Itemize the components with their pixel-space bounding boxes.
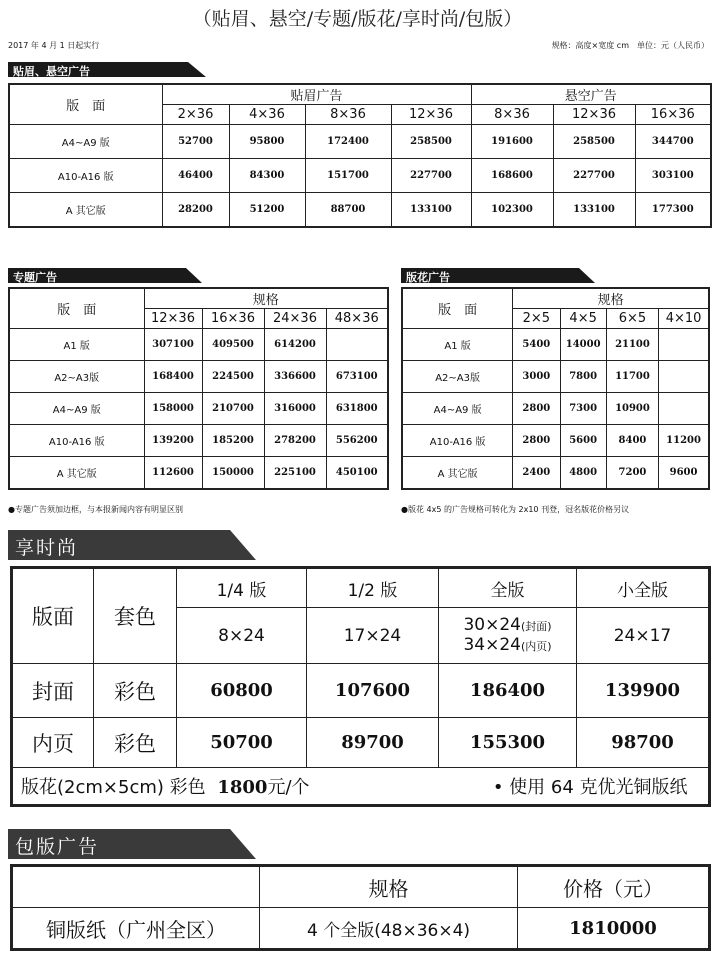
row-label: A2~A3版 [402, 361, 513, 393]
price-cell: 51200 [229, 193, 305, 227]
size-cell: 6×5 [606, 309, 658, 329]
price-cell: 112600 [144, 457, 202, 489]
price-cell: 168400 [144, 361, 202, 393]
row-spec: 4 个全版(48×36×4) [260, 908, 518, 950]
size-cell: 4×36 [229, 105, 305, 125]
col-price: 价格（元） [518, 866, 710, 908]
banner-label: 享时尚 [15, 537, 79, 559]
price-cell: 336600 [264, 361, 326, 393]
price-cell: 150000 [202, 457, 264, 489]
group-xuankong: 悬空广告 [471, 84, 711, 105]
price-cell: 191600 [471, 125, 553, 159]
price-cell: 185200 [202, 425, 264, 457]
banner-zhuanti [8, 268, 203, 283]
price-cell: 50700 [177, 718, 307, 768]
price-cell: 21100 [606, 329, 658, 361]
table-row [9, 425, 388, 457]
price-cell: 5600 [560, 425, 606, 457]
size-cell: 2×5 [513, 309, 560, 329]
baoban-table [10, 864, 711, 951]
price-cell: 186400 [439, 664, 577, 718]
price-cell: 98700 [577, 718, 710, 768]
price-cell: 409500 [202, 329, 264, 361]
format-cell: 1/2 版 [307, 568, 439, 608]
price-cell: 344700 [635, 125, 711, 159]
format-cell: 1/4 版 [177, 568, 307, 608]
table-row [12, 908, 710, 950]
price-cell: 631800 [326, 393, 388, 425]
size-cell: 4×10 [659, 309, 709, 329]
price-cell: 224500 [202, 361, 264, 393]
price-cell: 7200 [606, 457, 658, 489]
col-banmian: 版面 [12, 568, 94, 664]
page-title: （贴眉、悬空/专题/版花/享时尚/包版） [192, 8, 523, 30]
price-cell [326, 329, 388, 361]
banhua-table [401, 287, 710, 490]
full-size-1: 30×24 [463, 614, 521, 635]
price-cell: 46400 [162, 159, 229, 193]
table-row [9, 125, 711, 159]
row-label: A 其它版 [9, 457, 144, 489]
price-cell: 225100 [264, 457, 326, 489]
price-cell: 2800 [513, 393, 560, 425]
group-guige: 规格 [513, 288, 709, 309]
col-banmian: 版 面 [9, 288, 144, 329]
footer-unit: 元/个 [267, 777, 310, 798]
effective-date: 2017 年 4 月 1 日起实行 [8, 41, 100, 50]
full-size-2-note: (内页) [520, 639, 552, 653]
price-cell: 303100 [635, 159, 711, 193]
col-taose: 套色 [94, 568, 177, 664]
row-label: A4~A9 版 [402, 393, 513, 425]
table-row [9, 457, 388, 489]
price-cell: 168600 [471, 159, 553, 193]
col-spec: 规格 [260, 866, 518, 908]
price-cell: 5400 [513, 329, 560, 361]
price-cell: 11700 [606, 361, 658, 393]
table-row [402, 457, 709, 489]
footer-price: 1800 [217, 777, 268, 798]
price-cell: 84300 [229, 159, 305, 193]
price-cell: 614200 [264, 329, 326, 361]
price-cell: 52700 [162, 125, 229, 159]
price-cell: 151700 [305, 159, 391, 193]
empty-header [12, 866, 260, 908]
size-cell: 17×24 [307, 608, 439, 664]
row-label: A 其它版 [9, 193, 162, 227]
table-row [402, 361, 709, 393]
price-cell: 307100 [144, 329, 202, 361]
table-row [402, 425, 709, 457]
price-cell: 4800 [560, 457, 606, 489]
footer-row [12, 768, 710, 806]
price-cell: 28200 [162, 193, 229, 227]
price-cell: 227700 [553, 159, 635, 193]
table-row [12, 664, 710, 718]
footer-left: 版花(2cm×5cm) 彩色 [21, 777, 206, 798]
price-cell: 227700 [391, 159, 471, 193]
price-cell: 258500 [553, 125, 635, 159]
price-cell: 95800 [229, 125, 305, 159]
size-cell: 2×36 [162, 105, 229, 125]
group-tiemei: 贴眉广告 [162, 84, 471, 105]
row-label: A10-A16 版 [402, 425, 513, 457]
price-cell: 133100 [391, 193, 471, 227]
xiangshishang-table [10, 566, 711, 807]
table-row [402, 393, 709, 425]
format-cell: 小全版 [577, 568, 710, 608]
banner-xiangshishang [8, 530, 258, 560]
price-cell: 10900 [606, 393, 658, 425]
row-label: A 其它版 [402, 457, 513, 489]
price-cell: 3000 [513, 361, 560, 393]
table-row [9, 193, 711, 227]
row-label: 铜版纸（广州全区） [12, 908, 260, 950]
table-row [12, 718, 710, 768]
unit-spec: 规格：高度×宽度 cm 单位：元（人民币） [551, 41, 709, 50]
price-cell: 673100 [326, 361, 388, 393]
price-cell: 316000 [264, 393, 326, 425]
price-cell: 9600 [659, 457, 709, 489]
price-cell [659, 361, 709, 393]
price-cell: 11200 [659, 425, 709, 457]
tiemei-table [8, 83, 712, 228]
row-label: A10-A16 版 [9, 159, 162, 193]
banner-banhua [401, 268, 596, 283]
banner-label: 专题广告 [13, 271, 57, 284]
table-row [9, 393, 388, 425]
size-cell: 8×36 [305, 105, 391, 125]
price-cell: 7300 [560, 393, 606, 425]
price-cell: 278200 [264, 425, 326, 457]
size-cell: 12×36 [144, 309, 202, 329]
size-cell: 12×36 [391, 105, 471, 125]
row-label: A1 版 [9, 329, 144, 361]
price-cell: 450100 [326, 457, 388, 489]
table-row [9, 361, 388, 393]
size-cell: 48×36 [326, 309, 388, 329]
price-cell: 139200 [144, 425, 202, 457]
price-cell: 14000 [560, 329, 606, 361]
price-cell: 155300 [439, 718, 577, 768]
full-size-1-note: (封面) [520, 619, 552, 633]
full-size-2: 34×24 [463, 634, 521, 655]
zhuanti-table [8, 287, 389, 490]
format-cell: 全版 [439, 568, 577, 608]
price-cell: 102300 [471, 193, 553, 227]
price-cell: 210700 [202, 393, 264, 425]
row-color: 彩色 [94, 664, 177, 718]
col-banmian: 版 面 [402, 288, 513, 329]
price-cell: 556200 [326, 425, 388, 457]
footer-cell [12, 768, 710, 806]
row-label: A10-A16 版 [9, 425, 144, 457]
price-cell: 7800 [560, 361, 606, 393]
size-cell-full [439, 608, 577, 664]
size-cell: 8×36 [471, 105, 553, 125]
size-cell: 4×5 [560, 309, 606, 329]
banner-baoban [8, 829, 258, 859]
row-label: A1 版 [402, 329, 513, 361]
row-price: 1810000 [518, 908, 710, 950]
row-label: A2~A3版 [9, 361, 144, 393]
col-banmian: 版 面 [9, 84, 162, 125]
table-row [402, 329, 709, 361]
price-cell: 2800 [513, 425, 560, 457]
banner-label: 版花广告 [406, 271, 450, 284]
price-cell: 2400 [513, 457, 560, 489]
row-label: 内页 [12, 718, 94, 768]
table-row [9, 329, 388, 361]
price-cell [659, 329, 709, 361]
size-cell: 16×36 [635, 105, 711, 125]
banner-tiemei [8, 62, 208, 77]
zhuanti-note: ●专题广告须加边框，与本报新闻内容有明显区别 [8, 505, 183, 514]
banhua-note: ●版花 4x5 的广告规格可转化为 2x10 刊登，冠名版花价格另议 [401, 505, 630, 514]
banner-label: 贴眉、悬空广告 [13, 65, 90, 78]
row-label: A4~A9 版 [9, 125, 162, 159]
size-cell: 12×36 [553, 105, 635, 125]
price-cell: 133100 [553, 193, 635, 227]
size-cell: 24×36 [264, 309, 326, 329]
price-cell: 139900 [577, 664, 710, 718]
row-label: 封面 [12, 664, 94, 718]
price-cell [659, 393, 709, 425]
banner-label: 包版广告 [15, 836, 100, 858]
size-cell: 24×17 [577, 608, 710, 664]
price-cell: 107600 [307, 664, 439, 718]
price-cell: 172400 [305, 125, 391, 159]
table-row [9, 159, 711, 193]
price-cell: 88700 [305, 193, 391, 227]
price-cell: 258500 [391, 125, 471, 159]
price-cell: 8400 [606, 425, 658, 457]
group-guige: 规格 [144, 288, 388, 309]
size-cell: 16×36 [202, 309, 264, 329]
row-color: 彩色 [94, 718, 177, 768]
size-cell: 8×24 [177, 608, 307, 664]
footer-right: • 使用 64 克优光铜版纸 [492, 777, 688, 798]
price-cell: 158000 [144, 393, 202, 425]
row-label: A4~A9 版 [9, 393, 144, 425]
price-cell: 177300 [635, 193, 711, 227]
price-cell: 60800 [177, 664, 307, 718]
price-cell: 89700 [307, 718, 439, 768]
